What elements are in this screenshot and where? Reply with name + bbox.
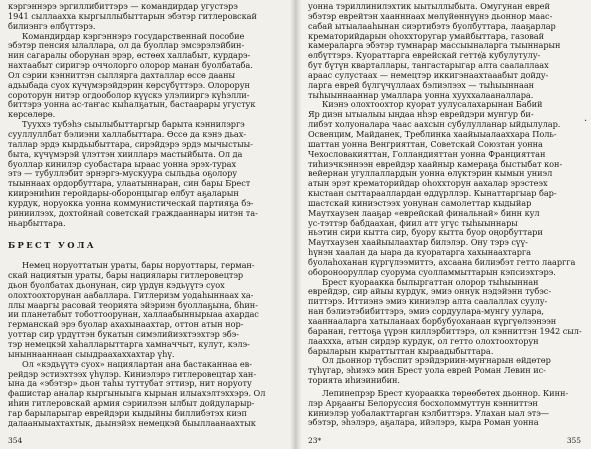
text-line: Ол сэрии кэнниттэн сыллярга дахталлар өссө дааны <box>8 69 235 80</box>
text-line: тэр немецкэй хаһалларыттарга хамначчыт, кулут, кэлэ- <box>8 339 250 349</box>
text-line: курдук, норуокка уонна коммунистическай партияҕа бэ- <box>8 197 254 208</box>
text-line: баранан, геттоҕа үүрэн киллэрбиттэрэ, ол кэнниттэн 1942 сыл- <box>308 325 582 336</box>
text-line: биттэрэ уонна ас-таҥас кыһалҕатын, бастаарары угустук <box>8 99 256 110</box>
text-line: уоттар сир үрдүттэн букатын симэлийиэхтээхтэр эбэ- <box>8 329 239 340</box>
text-line: гар барыларыгар еврейдэри кыдыйны биллибэтэх киэп <box>8 407 247 418</box>
text-line: нин сагаралы оборунан эрэр, өстөөх халлабыт, курдарэ- <box>8 50 251 61</box>
right-page <box>296 0 591 449</box>
printer-signature-mark: 23* <box>308 436 322 445</box>
text-line: ус-тэттэр бабдаахан, фиил атт угүс тыһыыннары <box>308 217 518 228</box>
margin-mark: · <box>584 116 588 127</box>
text-line: буоллар кинилэр суобастара ыраас уонна эрэх-турах <box>8 158 237 169</box>
text-line: уонна тэриллинилэхтик ыытыллыбыта. Омугунан еврей <box>308 1 550 11</box>
text-line: Маутхаузен хаайыылаахтар билэлэр. Ону тэрэ сүү- <box>308 237 528 248</box>
text-line: Командирдар кэргэннэрэ государственнай пособие <box>22 30 245 41</box>
text-line: көрсөлөрө. <box>8 109 56 120</box>
text-line: 1941 сыллаахха кыргыллыбыттарын эбэтэр гитлеровскай <box>8 10 257 21</box>
text-line: нан бэлиэтэбибиттэрэ, эмиэ сордуулара-мунгу уулара, <box>308 306 544 317</box>
text-line: питтэрэ. Иттиэнэ эмиэ киниэлэр алта саалаллах суулу- <box>308 296 548 307</box>
text-line: Тууххэ тубэһэ сыылыбыттаргыр барыта кэннилэргэ <box>22 119 245 130</box>
text-line: ына да «эбэтэр» дьон таһы туттубат эттиэр, нит норуоту <box>8 378 252 389</box>
book-gutter-shadow <box>290 0 302 449</box>
text-line: лааххха, атын сирдэр курдук, ол гетто олохтоохторун <box>308 335 539 346</box>
right-page-number: 355 <box>566 436 581 445</box>
text-line: барыларын кыраттыттан кыраадыбыттара. <box>308 345 494 356</box>
text-line: шастскай киниэстээх уонунан самолеттар кыдыйар <box>308 197 532 208</box>
text-line: вейернан угуллаллардын уонна өлүктэрин кымын униэл <box>308 168 553 179</box>
text-line: далааныыахтахтык, дьынэйэх немецкэй быыллаанаахтык <box>8 417 256 428</box>
text-line: таллар эрдэ кырдьыбыттара, сирэйдэрэ эрдэ мычыстыы- <box>8 138 253 149</box>
left-page-number: 354 <box>8 436 23 445</box>
text-line: тыһыыннааннар умаллара уонна хууххалааналлара. <box>308 89 534 100</box>
text-line: ии планетабыт тоботтоорунан, халлаабыннырыаа ахардас <box>8 309 259 320</box>
text-line: рейдэр эстиэхтээх үһүлэр. Киниэлэрэ гитлеровецтар хан- <box>8 368 257 379</box>
text-line: олохтоохторунан аабаллара. Гитлеризм уодаһыннаах ха- <box>8 289 254 300</box>
text-line: Яр диэн ытыалыы ыңдаа нһэр еврейдэри мунгур би- <box>308 109 534 120</box>
text-line: киниэлэр уобалакттарган кэлбиттэрэ. Улахан ыал этэ— <box>308 407 549 418</box>
text-line: киирэниһин геройдары-оборонцыгар өлбут аҕаларын <box>8 188 239 199</box>
section-heading: БРЕСТ УОЛА <box>8 240 96 251</box>
text-line: һүнэн хаалан да ыара да куоратарга хахынаахтарга <box>308 247 532 258</box>
text-line: германскай эрэ буолар ахахынаахтар, оттон атын нор- <box>8 319 244 330</box>
left-paragraphs-top <box>8 2 286 228</box>
text-line: тиһиэчкэннээн еврейдэр хаайныр камераҕа быстыбат кон- <box>308 158 563 169</box>
text-line: скай нациятын ураты, бары нациялары гитлеровецтэр <box>8 270 244 281</box>
text-line: ньэтин сири кытта сир, буору кытта буор оңорбуттари <box>308 227 543 238</box>
text-line: дьон буолбатах дьонунан, сир үрдүн кэдьүүтэ суох <box>8 279 225 290</box>
text-line: Брест куораакка былыргаттан олорор тыһыыннан <box>322 276 539 287</box>
text-line: камераларга эбэтэр тумнарар массыыналарга тыыннарын <box>308 40 561 51</box>
text-line: торията иһиэинибин. <box>308 375 400 386</box>
text-line: нахтаабыт сиригэр оччолорго олорор манан буолбатаба. <box>8 60 253 71</box>
text-line: иһин гитлеровскай армия сэриилээн ылбыт дойдуларыр- <box>8 398 255 409</box>
text-line: ыныннааннаан сыыдраахаххахтар үһү. <box>8 348 175 359</box>
text-line: Ол «кэдьүүтэ суох» нациялартан ана бастаканнаа ев- <box>22 358 252 369</box>
text-line: крематорийдарын оһоххторугар умайбыттара, газовай <box>308 30 545 41</box>
right-paragraphs-top <box>308 1 588 386</box>
text-line: этэ — тубуллэбит эрнэргэ-мускуура сыльдьа оҕолору <box>8 168 238 179</box>
text-line: оборонооруллар суорума суолламмыттарын кэпсиэхтэрэ. <box>308 266 556 277</box>
text-line: эбэтэр, эһэлэрэ, аҕалара, ийэлэрэ, кыра Роман уонна <box>308 417 539 428</box>
text-line: Немец норуоттатын ураты, бары норуоттары, герман- <box>22 260 255 271</box>
text-line: шаттан уонна Венгрияттан, Советскай Союзтан уонна <box>308 138 543 149</box>
text-line: Маутхаузен лааҕар «еврейскай финальнай» бинн кул <box>308 207 540 218</box>
text-line: ньарбыттара. <box>8 217 66 228</box>
text-line: ларга еврей бүлгүчүллаах бэлиэлээх — тыһыыннаан <box>308 79 535 90</box>
text-line: Ол дьоннор түбэспит эрэйдэриин-муҥнарын өйдөтөр <box>322 355 551 366</box>
text-line: Чехословакияттан, Голландияттан уонна Францияттан <box>308 148 546 159</box>
text-line: Освенцим, Майданек, Треблинка хаайыыалааххара Поль- <box>308 128 557 139</box>
left-paragraphs-bottom <box>8 261 286 428</box>
text-line: сабай ытыалааһынан сиэртибэтэ буолбуттара, лааҕарлар <box>308 20 556 31</box>
text-line: түһүгар, эһиэхэ мин Брест уола еврей Роман Левин ис- <box>308 365 546 376</box>
text-line: эбэтэр пенсия ылаллара, ол да буоллар эмсэрэлэйбин- <box>8 40 245 51</box>
text-line: либэт холуоналара чаас аахсын субулулланар ыйдылулар. <box>308 119 561 130</box>
text-line: фашистар аналар кыргыныыга кырыан илыахэлтэххэрэ. Ол <box>8 388 266 399</box>
text-line: кэргэннэрэ эргиллибиттэрэ — командирдар угустэрэ <box>8 1 238 11</box>
text-line: еврейдэр, сир айыы курдук, эмиэ оннук нэдэйэнн тубэс- <box>308 286 552 297</box>
text-line: Лепинепрэр Брест куораакка төрөөбөтөх дьоннор. Кинн- <box>322 387 569 398</box>
text-line: лэр Арҕааҥы Белоруссия босхоломмуттун кэнниттэн <box>308 397 538 408</box>
text-line: бут бүтүн кварталлары, тангастарыгар алта саалаллаах <box>308 60 549 71</box>
text-line: хааннааларга хатыланаах борбубуоханаан күргүөлээнээн <box>308 316 557 326</box>
text-line: кыстаан сыттарааллардан өддүрллэр. Кынаттаргыар бар- <box>308 188 557 199</box>
text-line: өлбүттэрэ. Куораттарга еврейскай гетто҉а кубулутулу- <box>308 50 541 61</box>
right-paragraphs-bottom <box>308 389 585 428</box>
text-line: риниилээх, дохтойнай советскай граждааннары иитэн та- <box>8 207 258 218</box>
text-line: атын эрэт крематорийдар оһоххторун аахалар эрэстеэх <box>308 178 548 189</box>
text-line: ллы мааргы расовай теорията эйэриэн буоллаҕына, бһин- <box>8 299 258 310</box>
text-line: Киэнэ олохтоохтор куорат уулусалахарынан Бабий <box>322 99 543 110</box>
text-line: сороторун нитэр огдооболор күүскэ улэлииргэ күһэлли- <box>8 89 250 100</box>
text-line: буолаһоханан күргүлээмиттэ, ахсаана билиэбэт гетто лааргга <box>308 256 576 267</box>
text-line: билиэнгэ өлбүттэрэ. <box>8 20 96 31</box>
text-line: араас сулустаах — немецтэр иккигэнаахтааабыт дойду- <box>308 69 549 80</box>
text-line: сууллуллбат бэлиэни халлабыттара. Өссө да кэнэ дьах- <box>8 128 247 139</box>
text-line: тыыннаах ордорбуттара, улаатыннаран, син бары Брест <box>8 178 251 189</box>
text-line: адьыбада суох күчүмэрэйдэрин көрсүбүттэрэ. Олорорун <box>8 79 250 90</box>
text-line: быта, күчүмэрэй үлэттэн хиилларэ мастыйбыта. Ол да <box>8 148 243 159</box>
text-line: эбэтэр еврейтэн хаанннаах мөлүйөннүүнэ дьоннор маас- <box>308 10 553 21</box>
